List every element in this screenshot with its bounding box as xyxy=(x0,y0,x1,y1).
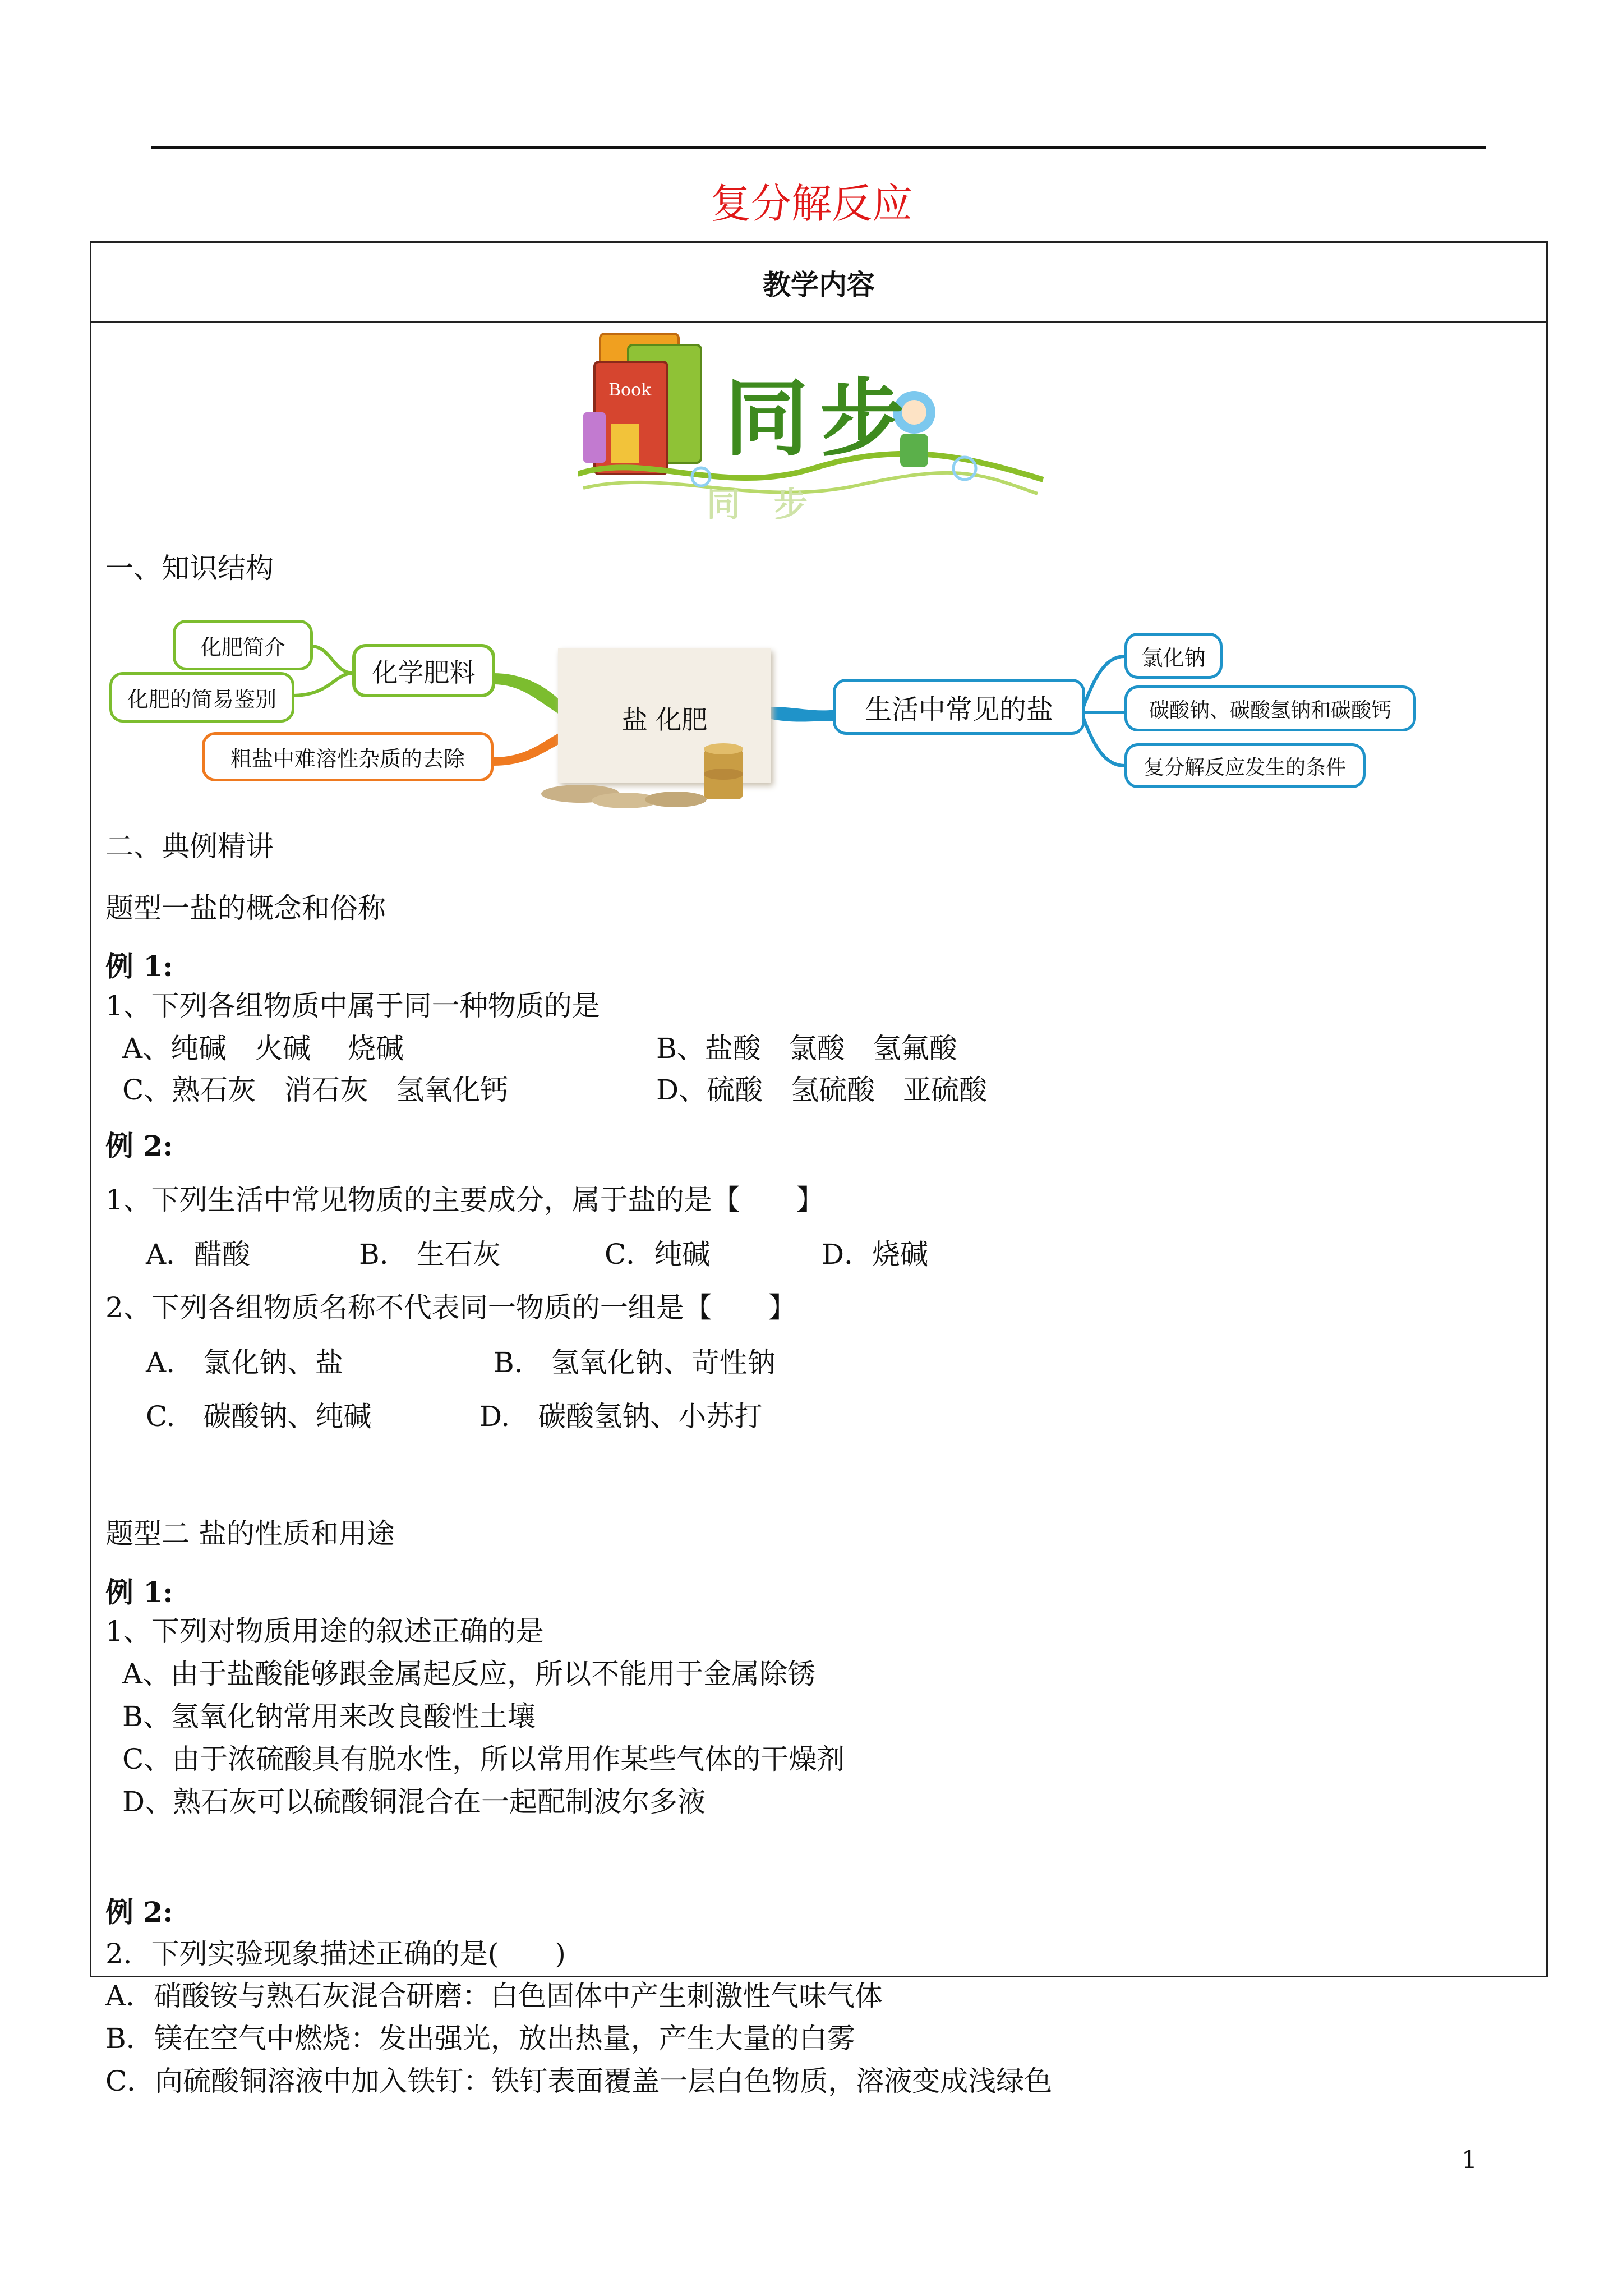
type2-heading: 题型二 盐的性质和用途 xyxy=(105,1517,395,1550)
table-header-divider xyxy=(90,321,1548,323)
type1-example2-q1-option-d: D．烧碱 xyxy=(822,1238,929,1271)
type2-example1-question: 1、下列对物质用途的叙述正确的是 xyxy=(105,1615,544,1648)
type1-example2-q2-option-a: A. 氯化钠、盐 xyxy=(146,1346,344,1379)
type1-example2-q2-option-d: D. 碳酸氢钠、小苏打 xyxy=(479,1400,763,1433)
type2-example1-option-c: C、由于浓硫酸具有脱水性，所以常用作某些气体的干燥剂 xyxy=(122,1743,845,1775)
table-header: 教学内容 xyxy=(763,268,875,301)
mindmap-item-fertilizer-identify: 化肥的简易鉴别 xyxy=(109,672,294,723)
type1-example2-label: 例 2: xyxy=(105,1129,173,1162)
type2-example2-question: 2．下列实验现象描述正确的是( ) xyxy=(105,1938,566,1970)
mindmap-node-salt-purification: 粗盐中难溶性杂质的去除 xyxy=(202,732,494,781)
page-number: 1 xyxy=(1461,2146,1477,2174)
type2-example2-option-c: C．向硫酸铜溶液中加入铁钉：铁钉表面覆盖一层白色物质，溶液变成浅绿色 xyxy=(105,2065,1053,2097)
type1-example1-option-a: A、纯碱 火碱 烧碱 xyxy=(122,1032,404,1065)
mindmap-item-double-decomposition-conditions: 复分解反应发生的条件 xyxy=(1124,743,1366,788)
type1-example2-q1-option-a: A．醋酸 xyxy=(146,1238,251,1271)
type1-example1-option-d: D、硫酸 氢硫酸 亚硫酸 xyxy=(656,1074,988,1106)
type2-example1-option-b: B、氢氧化钠常用来改良酸性土壤 xyxy=(122,1700,536,1733)
mindmap-center-card xyxy=(558,648,771,783)
section-typical-examples: 二、典例精讲 xyxy=(105,830,274,863)
type1-example2-q1-option-b: B. 生石灰 xyxy=(359,1238,501,1271)
document-title: 复分解反应 xyxy=(710,180,912,227)
type1-example1-question: 1、下列各组物质中属于同一种物质的是 xyxy=(105,990,600,1022)
type1-example2-q1-option-c: C．纯碱 xyxy=(605,1238,711,1271)
type2-example2-option-b: B．镁在空气中燃烧：发出强光，放出热量，产生大量的白雾 xyxy=(105,2022,855,2055)
type1-example2-q2-option-c: C. 碳酸钠、纯碱 xyxy=(146,1400,372,1433)
type1-example2-q2-option-b: B. 氢氧化钠、苛性钠 xyxy=(494,1346,776,1379)
type1-example2-question2: 2、下列各组物质名称不代表同一物质的一组是【 】 xyxy=(105,1291,796,1324)
type2-example2-option-a: A．硝酸铵与熟石灰混合研磨：白色固体中产生刺激性气味气体 xyxy=(105,1980,883,2012)
mindmap-center-label: 盐 化肥 xyxy=(621,705,708,735)
book-label: Book xyxy=(608,380,652,400)
banner-title: 同步 xyxy=(725,370,916,468)
type1-example1-option-c: C、熟石灰 消石灰 氢氧化钙 xyxy=(122,1074,509,1106)
type2-example1-label: 例 1: xyxy=(105,1576,173,1609)
mindmap-item-fertilizer-intro: 化肥简介 xyxy=(173,620,313,670)
type2-example2-label: 例 2: xyxy=(105,1895,173,1929)
header-rule xyxy=(151,146,1486,149)
type1-example2-question1: 1、下列生活中常见物质的主要成分，属于盐的是【 】 xyxy=(105,1184,824,1216)
type1-example1-label: 例 1: xyxy=(105,950,173,983)
type1-example1-option-b: B、盐酸 氯酸 氢氟酸 xyxy=(656,1032,957,1065)
type2-example1-option-d: D、熟石灰可以硫酸铜混合在一起配制波尔多液 xyxy=(122,1786,706,1818)
mindmap-item-nacl: 氯化钠 xyxy=(1124,633,1223,679)
mindmap-node-fertilizer: 化学肥料 xyxy=(352,644,495,697)
mindmap-node-common-salts: 生活中常见的盐 xyxy=(833,679,1085,735)
type2-example1-option-a: A、由于盐酸能够跟金属起反应，所以不能用于金属除锈 xyxy=(122,1658,816,1690)
type1-heading: 题型一盐的概念和俗称 xyxy=(105,892,386,924)
mindmap-item-carbonates: 碳酸钠、碳酸氢钠和碳酸钙 xyxy=(1124,685,1416,731)
svg-text:同 步: 同 步 xyxy=(707,485,808,524)
tongbu-banner xyxy=(578,328,1049,530)
section-knowledge-structure: 一、知识结构 xyxy=(105,552,274,585)
